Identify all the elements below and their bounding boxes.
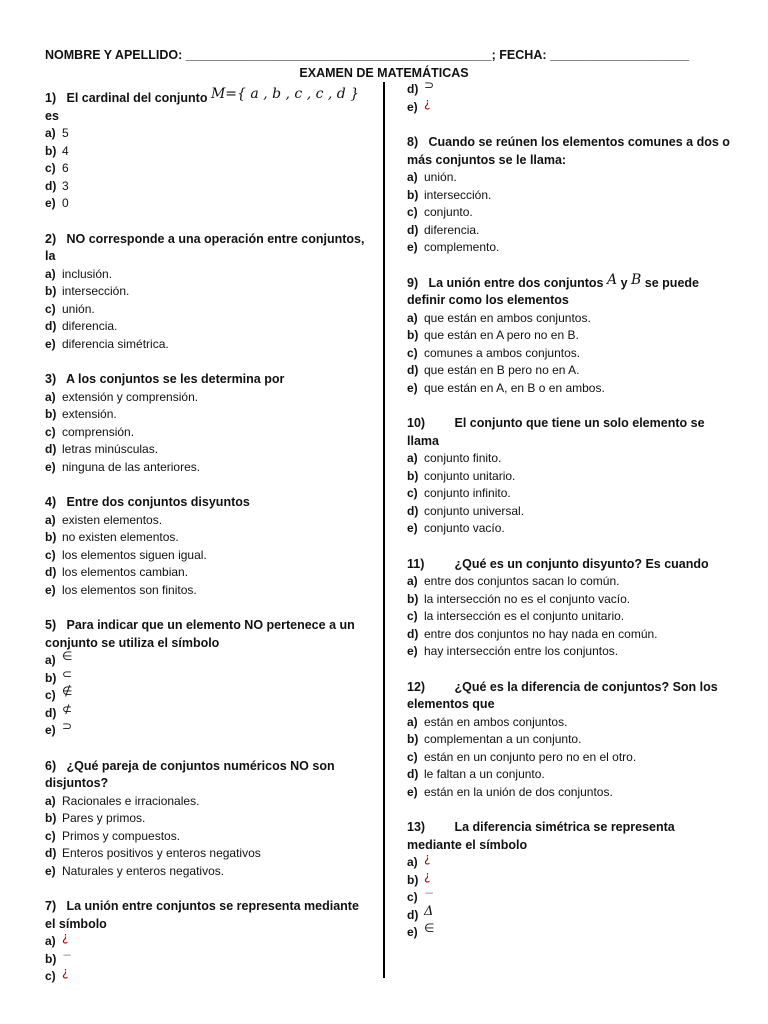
option-7b[interactable]: b) −	[45, 947, 73, 966]
element-of-symbol: ∈	[62, 649, 73, 663]
option-12c[interactable]: c) están en un conjunto pero no en el otro.	[407, 749, 637, 764]
option-9e[interactable]: e) que están en A, en B o en ambos.	[407, 380, 605, 395]
subset-symbol: ⊂	[62, 666, 73, 681]
option-6e[interactable]: e) Naturales y enteros negativos.	[45, 863, 225, 878]
option-5d[interactable]: d) ⊄	[45, 701, 73, 720]
question-9	[407, 271, 732, 398]
option-13a[interactable]: a) ¿	[407, 851, 431, 869]
broken-symbol: ¿	[424, 95, 431, 110]
superset-symbol: ⊃	[424, 78, 435, 92]
question-4	[45, 494, 370, 599]
question-10-text: 10) El conjunto que tiene un solo elemento se llama	[407, 416, 705, 448]
broken-symbol: ¿	[424, 868, 431, 883]
exam-title: EXAMEN DE MATEMÁTICAS	[299, 66, 469, 80]
question-13-text: 13) La diferencia simétrica se representa mediante el símbolo	[407, 820, 675, 852]
option-4d[interactable]: d) los elementos cambian.	[45, 565, 189, 579]
option-7d[interactable]: d) ⊃	[407, 78, 435, 96]
option-5e[interactable]: e) ⊃	[45, 719, 73, 737]
option-10e[interactable]: e) conjunto vacío.	[407, 521, 505, 535]
minus-symbol: −	[62, 947, 73, 962]
option-1e[interactable]: e) 0	[45, 196, 69, 210]
option-3d[interactable]: d) letras minúsculas.	[45, 442, 159, 456]
date-blank[interactable]: ____________________	[550, 48, 690, 62]
minus-symbol: −	[424, 886, 435, 900]
question-12	[407, 679, 732, 802]
question-9-text: 9) La unión entre dos conjuntos A y B se puede definir como los elementos	[407, 271, 699, 307]
option-12d[interactable]: d) le faltan a un conjunto.	[407, 767, 545, 781]
broken-symbol: ¿	[62, 930, 69, 944]
delta-symbol: Δ	[424, 903, 434, 919]
set-m-notation: M={ a , b , c , c , d }	[210, 86, 360, 102]
right-column	[407, 78, 732, 942]
superset-symbol: ⊃	[62, 719, 73, 733]
not-subset-symbol: ⊄	[62, 701, 73, 716]
option-7a[interactable]: a) ¿	[45, 930, 69, 948]
question-7-text: 7) La unión entre conjuntos se representa mediante el símbolo	[45, 899, 359, 931]
option-11c[interactable]: c) la intersección es el conjunto unitario.	[407, 609, 625, 623]
option-13e[interactable]: e) ∈	[407, 921, 435, 939]
question-2	[45, 231, 370, 354]
option-12e[interactable]: e) están en la unión de dos conjuntos.	[407, 784, 613, 799]
option-1b[interactable]: b) 4	[45, 143, 69, 158]
option-10d[interactable]: d) conjunto universal.	[407, 503, 525, 518]
question-11	[407, 556, 732, 661]
option-2d[interactable]: d) diferencia.	[45, 319, 118, 333]
option-4c[interactable]: c) los elementos siguen igual.	[45, 547, 207, 562]
option-11b[interactable]: b) la intersección no es el conjunto vacío.	[407, 591, 631, 606]
option-13c[interactable]: c) −	[407, 886, 435, 904]
option-6b[interactable]: b) Pares y primos.	[45, 811, 146, 825]
question-7-continued	[407, 78, 732, 116]
option-6d[interactable]: d) Enteros positivos y enteros negativos	[45, 846, 261, 860]
question-1-text: 1) El cardinal del conjunto M={ a , b , c , c , d } es	[45, 86, 360, 123]
option-9d[interactable]: d) que están en B pero no en A.	[407, 363, 580, 377]
set-b-symbol: B	[631, 271, 642, 288]
option-5a[interactable]: a) ∈	[45, 649, 73, 667]
option-8e[interactable]: e) complemento.	[407, 240, 500, 254]
question-3	[45, 371, 370, 476]
left-column	[45, 86, 370, 986]
question-5	[45, 617, 370, 740]
option-11e[interactable]: e) hay intersección entre los conjuntos.	[407, 644, 619, 658]
option-9c[interactable]: c) comunes a ambos conjuntos.	[407, 345, 581, 360]
option-2e[interactable]: e) diferencia simétrica.	[45, 336, 169, 351]
option-13d[interactable]: d) Δ	[407, 903, 434, 922]
option-4e[interactable]: e) los elementos son finitos.	[45, 582, 197, 597]
option-4b[interactable]: b) no existen elementos.	[45, 530, 179, 544]
option-5c[interactable]: c) ∉	[45, 684, 73, 702]
option-7e[interactable]: e) ¿	[407, 95, 431, 114]
option-3e[interactable]: e) ninguna de las anteriores.	[45, 459, 201, 474]
question-8-text: 8) Cuando se reúnen los elementos comunes a dos o más conjuntos se le llama:	[407, 135, 730, 167]
option-13b[interactable]: b) ¿	[407, 868, 431, 887]
option-10c[interactable]: c) conjunto infinito.	[407, 486, 511, 500]
column-divider	[383, 82, 385, 978]
option-2c[interactable]: c) unión.	[45, 301, 95, 316]
question-13	[407, 819, 732, 942]
option-10b[interactable]: b) conjunto unitario.	[407, 468, 516, 483]
broken-symbol: ¿	[62, 965, 69, 979]
option-12b[interactable]: b) complementan a un conjunto.	[407, 732, 582, 746]
option-11d[interactable]: d) entre dos conjuntos no hay nada en común.	[407, 626, 658, 641]
date-label: ; FECHA:	[491, 48, 547, 62]
option-8a[interactable]: a) unión.	[407, 170, 457, 184]
option-9a[interactable]: a) que están en ambos conjuntos.	[407, 310, 591, 325]
option-8b[interactable]: b) intersección.	[407, 187, 492, 202]
option-4a[interactable]: a) existen elementos.	[45, 512, 163, 527]
question-8	[407, 134, 732, 257]
question-10	[407, 415, 732, 538]
option-8d[interactable]: d) diferencia.	[407, 222, 480, 237]
option-1c[interactable]: c) 6	[45, 161, 69, 175]
question-6-text: 6) ¿Qué pareja de conjuntos numéricos NO son disjuntos?	[45, 758, 335, 790]
option-3b[interactable]: b) extensión.	[45, 407, 117, 421]
option-10a[interactable]: a) conjunto finito.	[407, 451, 502, 465]
not-element-of-symbol: ∉	[62, 684, 73, 698]
option-11a[interactable]: a) entre dos conjuntos sacan lo común.	[407, 574, 620, 588]
question-2-text: 2) NO corresponde a una operación entre conjuntos, la	[45, 231, 365, 263]
option-1a[interactable]: a) 5	[45, 126, 69, 140]
name-blank[interactable]: ____________________________________________	[185, 48, 492, 62]
broken-symbol: ¿	[424, 851, 431, 865]
name-label: NOMBRE Y APELLIDO:	[45, 48, 183, 62]
set-a-symbol: A	[606, 271, 618, 288]
option-8c[interactable]: c) conjunto.	[407, 205, 473, 219]
option-12a[interactable]: a) están en ambos conjuntos.	[407, 714, 568, 729]
option-1d[interactable]: d) 3	[45, 178, 69, 193]
element-of-symbol: ∈	[424, 921, 435, 935]
question-5-text: 5) Para indicar que un elemento NO pertenece a un conjunto se utiliza el símbolo	[45, 618, 355, 650]
option-2b[interactable]: b) intersección.	[45, 284, 130, 298]
question-12-text: 12) ¿Qué es la diferencia de conjuntos? Son los elementos que	[407, 679, 718, 711]
question-4-text: 4) Entre dos conjuntos disyuntos	[45, 495, 250, 509]
option-6c[interactable]: c) Primos y compuestos.	[45, 828, 181, 843]
option-7c[interactable]: c) ¿	[45, 965, 69, 983]
question-7	[45, 898, 370, 986]
option-9b[interactable]: b) que están en A pero no en B.	[407, 328, 579, 342]
option-3c[interactable]: c) comprensión.	[45, 424, 135, 439]
question-3-text: 3) A los conjuntos se les determina por	[45, 372, 285, 386]
question-1	[45, 86, 370, 213]
question-11-text: 11) ¿Qué es un conjunto disyunto? Es cuando	[407, 556, 709, 571]
option-2a[interactable]: a) inclusión.	[45, 266, 113, 281]
option-5b[interactable]: b) ⊂	[45, 666, 73, 685]
option-3a[interactable]: a) extensión y comprensión.	[45, 389, 199, 404]
question-6	[45, 758, 370, 881]
exam-header	[45, 48, 725, 62]
option-6a[interactable]: a) Racionales e irracionales.	[45, 793, 200, 808]
